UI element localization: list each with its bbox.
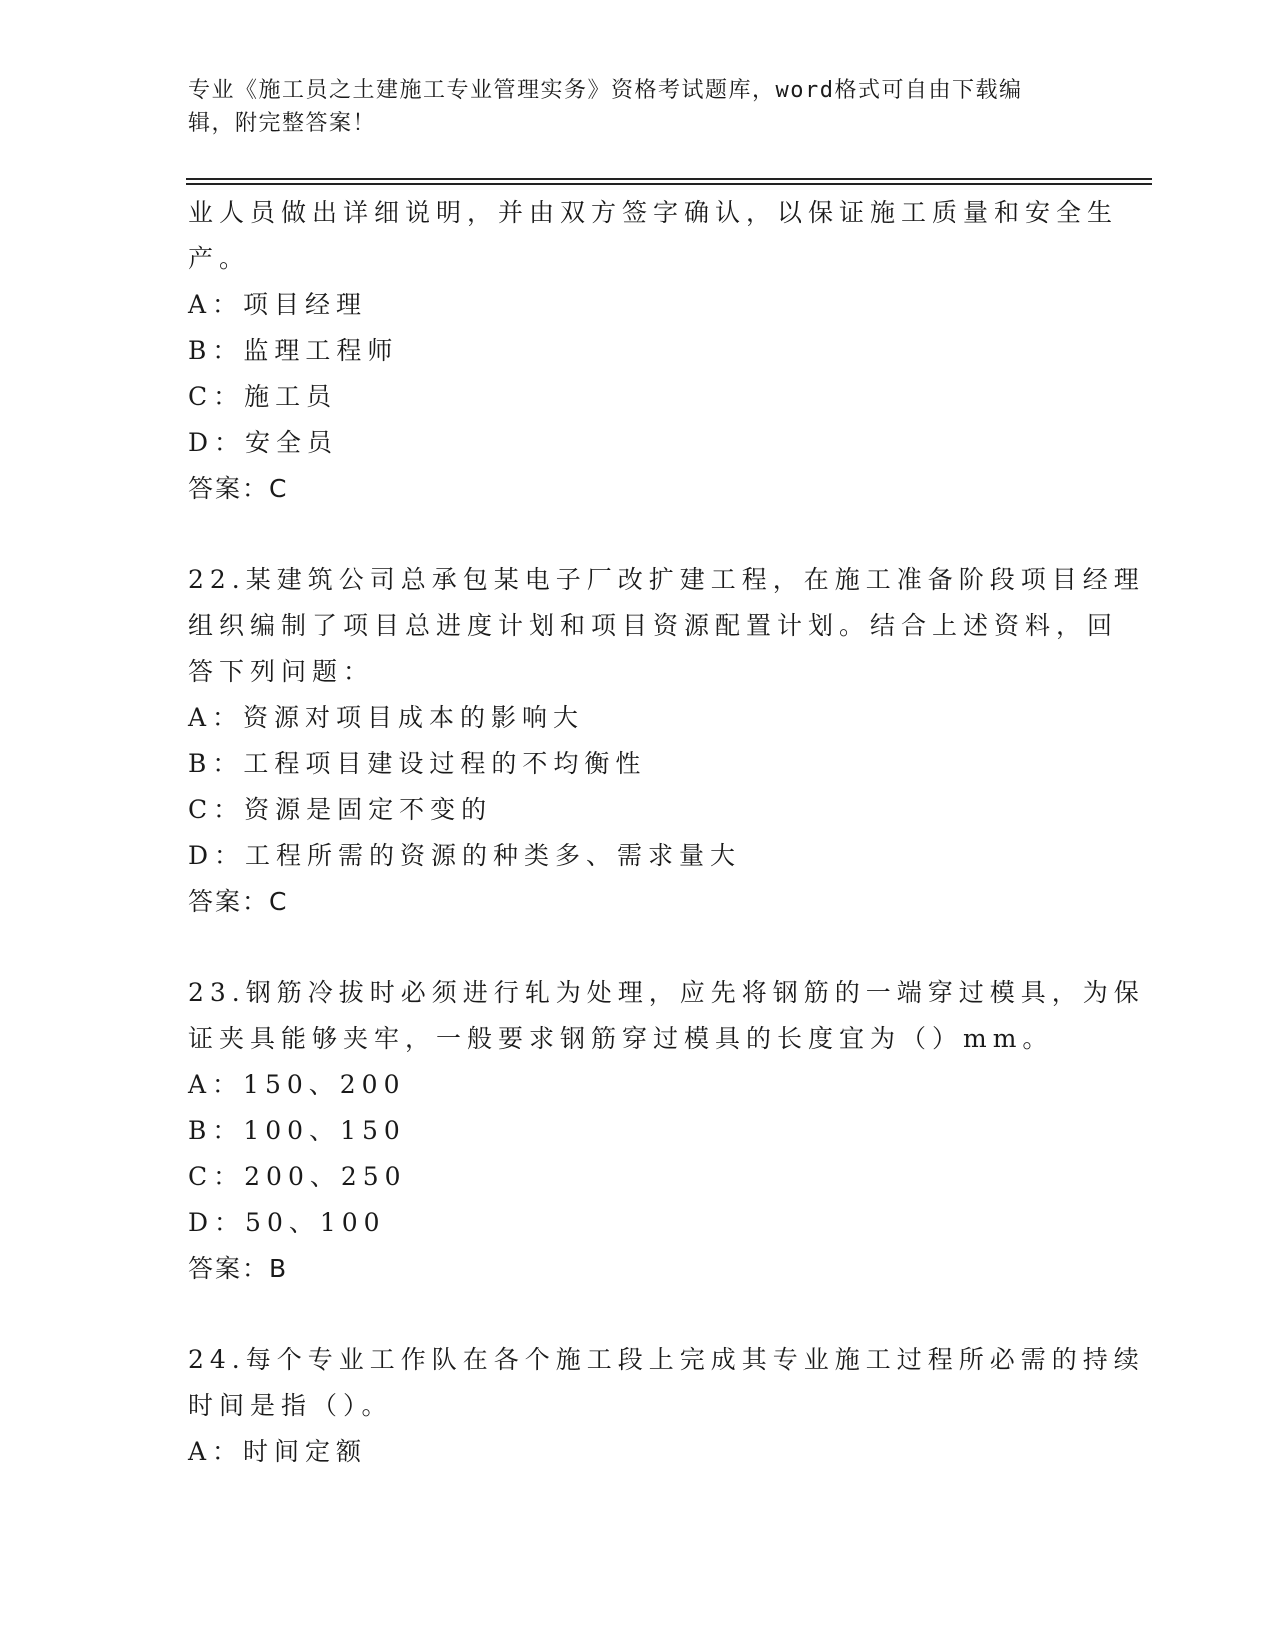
question-stem-line: 24.每个专业工作队在各个施工段上完成其专业施工过程所必需的持续 [188,1345,1145,1374]
header-divider-top [186,178,1152,180]
option-d: D：工程所需的资源的种类多、需求量大 [188,841,742,870]
question-stem-line: 证夹具能够夹牢，一般要求钢筋穿过模具的长度宜为（）mm。 [188,1024,1054,1053]
question-stem-line: 业人员做出详细说明，并由双方签字确认，以保证施工质量和安全生 [188,198,1119,227]
question-23 [188,970,1145,1292]
option-a: A：项目经理 [188,290,368,319]
question-stem-line: 22.某建筑公司总承包某电子厂改扩建工程，在施工准备阶段项目经理 [188,565,1145,594]
question-list [188,190,1145,1475]
option-b: B：100、150 [188,1116,406,1145]
option-c: C：资源是固定不变的 [188,795,493,824]
spacer [188,512,1088,557]
option-a: A：资源对项目成本的影响大 [188,703,585,732]
answer-line: 答案：C [188,887,289,916]
option-b: B：监理工程师 [188,336,399,365]
option-d: D：安全员 [188,428,339,457]
header-line-2: 辑，附完整答案！ [188,111,377,136]
question-stem-line: 时间是指（）。 [188,1391,393,1420]
option-b: B：工程项目建设过程的不均衡性 [188,749,647,778]
spacer [188,925,1088,970]
question-stem-line: 组织编制了项目总进度计划和项目资源配置计划。结合上述资料，回 [188,611,1119,640]
option-d: D：50、100 [188,1208,386,1237]
question-stem-line: 23.钢筋冷拔时必须进行轧为处理，应先将钢筋的一端穿过模具，为保 [188,978,1145,1007]
document-header [188,74,1068,140]
question-stem-line: 答下列问题： [188,657,375,686]
header-divider-bottom [186,183,1152,185]
question-22 [188,557,1145,925]
question-24 [188,1337,1145,1475]
answer-line: 答案：B [188,1254,289,1283]
option-c: C：200、250 [188,1162,407,1191]
option-a: A：时间定额 [188,1437,368,1466]
question-stem-line: 产。 [188,244,251,273]
option-c: C：施工员 [188,382,338,411]
answer-line: 答案：C [188,474,289,503]
question-21 [188,190,1119,512]
header-line-1: 专业《施工员之土建施工专业管理实务》资格考试题库，word格式可自由下载编 [188,78,1023,103]
option-a: A：150、200 [188,1070,406,1099]
spacer [188,1292,1088,1337]
